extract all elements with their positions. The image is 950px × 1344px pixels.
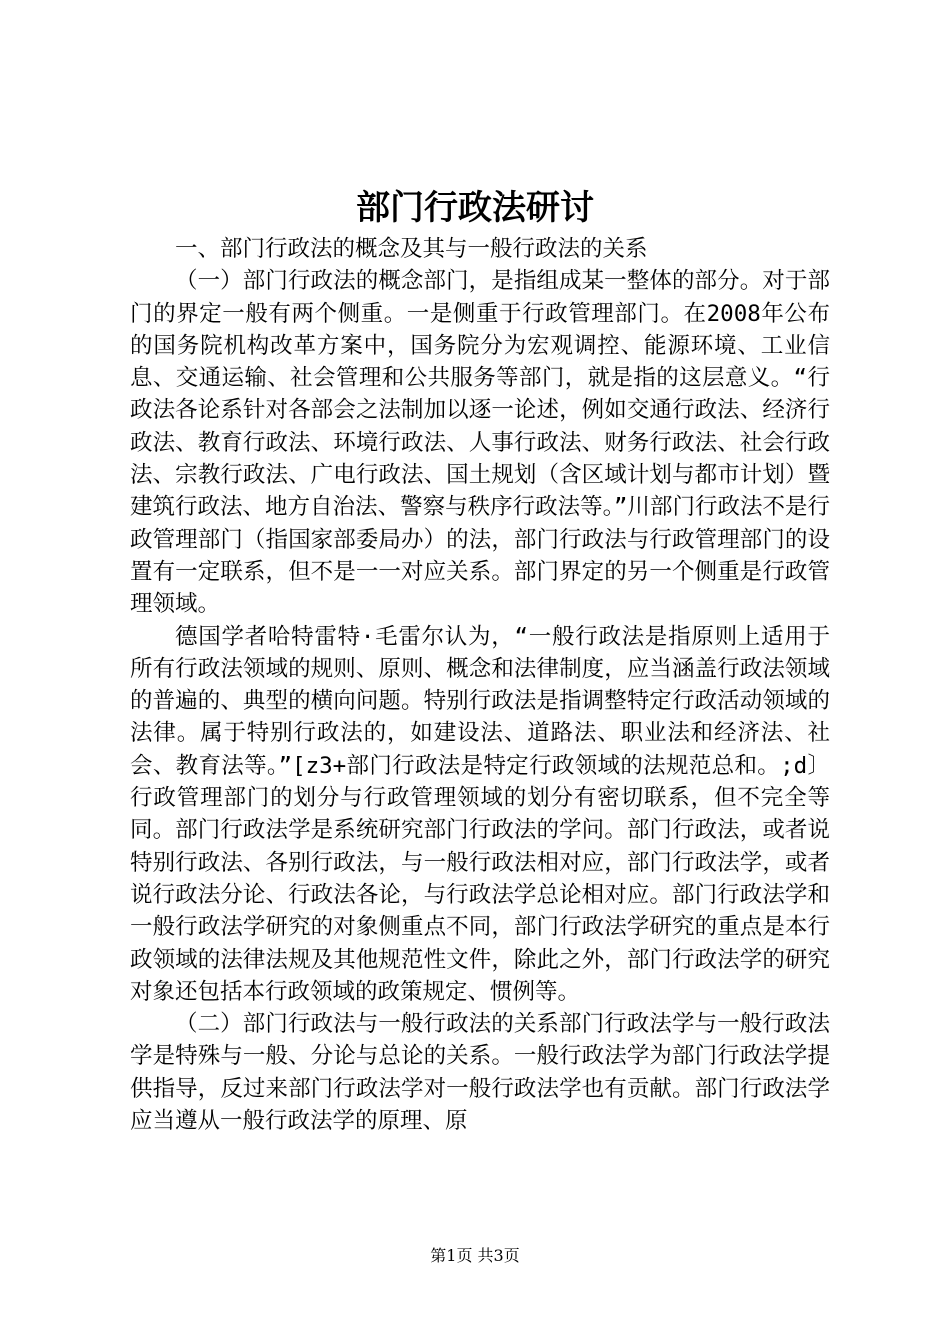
paragraph: 德国学者哈特雷特·毛雷尔认为，“一般行政法是指原则上适用于所有行政法领域的规则、原则、概念和法律制度，应当涵盖行政法领域的普遍的、典型的横向问题。特别行政法是指调整特定行政活动领域的法律。属于特别行政法的，如建设法、道路法、职业法和经济法、社会、教育法等。”[z3+部门行政法是特定行政领域的法规范总和。;d〕行政管理部门的划分与行政管理领域的划分有密切联系，但不完全等同。部门行政法学是系统研究部门行政法的学问。部门行政法，或者说特别行政法、各别行政法，与一般行政法相对应，部门行政法学，或者说行政法分论、行政法各论，与行政法学总论相对应。部门行政法学和一般行政法学研究的对象侧重点不同，部门行政法学研究的重点是本行政领域的法律法规及其他规范性文件，除此之外，部门行政法学的研究对象还包括本行政领域的政策规定、惯例等。 — [130, 623, 830, 1005]
paragraph: （一）部门行政法的概念部门，是指组成某一整体的部分。对于部门的界定一般有两个侧重。一是侧重于行政管理部门。在2008年公布的国务院机构改革方案中，国务院分为宏观调控、能源环境、工业信息、交通运输、社会管理和公共服务等部门，就是指的这层意义。“行政法各论系针对各部会之法制加以逐一论述，例如交通行政法、经济行政法、教育行政法、环境行政法、人事行政法、财务行政法、社会行政法、宗教行政法、广电行政法、国土规划（含区域计划与都市计划）暨建筑行政法、地方自治法、警察与秩序行政法等。”川部门行政法不是行政管理部门（指国家部委局办）的法，部门行政法与行政管理部门的设置有一定联系，但不是一一对应关系。部门界定的另一个侧重是行政管理领域。 — [130, 268, 830, 618]
section-heading: 一、部门行政法的概念及其与一般行政法的关系 — [175, 236, 648, 262]
page-footer: 第1页 共3页 — [430, 1246, 520, 1265]
document-body — [130, 233, 830, 1137]
paragraph: （二）部门行政法与一般行政法的关系部门行政法学与一般行政法学是特殊与一般、分论与总论的关系。一般行政法学为部门行政法学提供指导，反过来部门行政法学对一般行政法学也有贡献。部门行政法学应当遵从一般行政法学的原理、原 — [130, 1011, 830, 1135]
document-title: 部门行政法研讨 — [356, 188, 594, 228]
